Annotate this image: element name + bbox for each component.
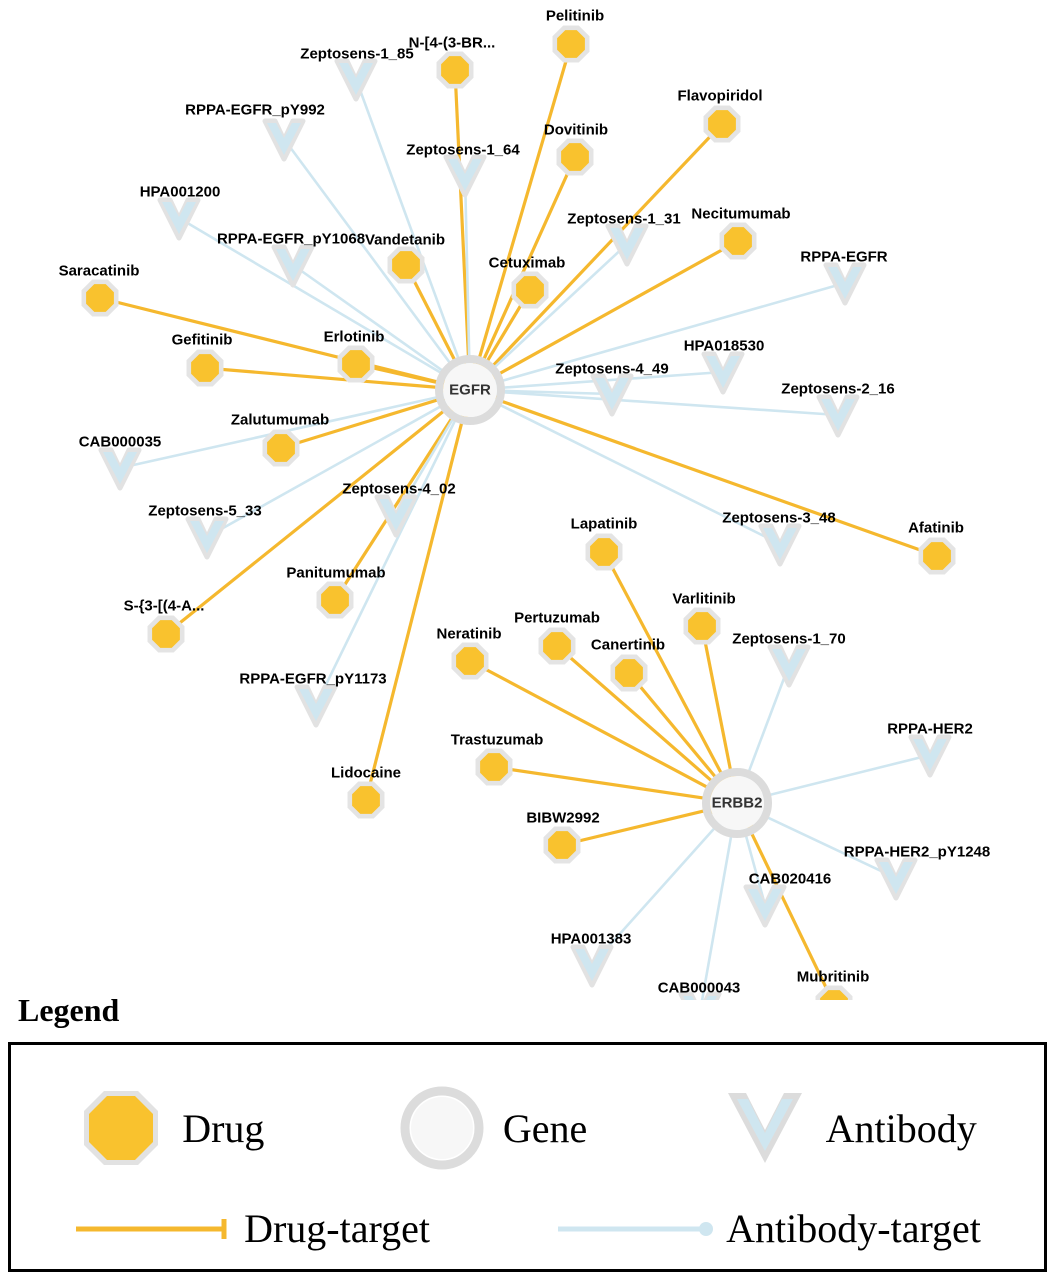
node-label: Zeptosens-1_70 [732,630,846,648]
legend-item-antibody-target [556,1205,981,1252]
drug-node[interactable] [708,110,736,138]
antibody-target-edge-icon [556,1216,716,1242]
node-label: EGFR [449,381,491,399]
node-label: Zeptosens-1_85 [300,45,414,63]
drug-target-edge [335,412,456,600]
node-label: HPA001200 [139,183,221,201]
drug-target-edge [281,398,445,448]
node-label: Zeptosens-4_49 [555,360,669,378]
drug-target-edge [477,44,571,365]
antibody-target-edge [179,218,448,377]
node-label: CAB020416 [748,870,832,888]
drug-node[interactable] [267,434,295,462]
drug-target-edge [488,121,722,371]
node-label: N-[4-(3-BR... [408,34,496,52]
drug-node[interactable] [590,538,618,566]
drug-target-edge [629,673,720,783]
node-layer [82,26,956,1001]
drug-node[interactable] [688,612,716,640]
drug-node[interactable] [191,354,219,382]
drug-node[interactable] [615,659,643,687]
drug-node[interactable] [441,56,469,84]
antibody-node[interactable] [683,996,717,1000]
node-label: CAB000035 [78,433,162,451]
drug-target-edge [702,626,732,777]
node-label: Zeptosens-2_16 [781,380,895,398]
node-label: Mubritinib [796,968,870,986]
legend-label-drug: Drug [182,1105,265,1151]
node-label: S-{3-[(4-A... [123,597,205,615]
drug-node[interactable] [557,30,585,58]
legend-item-gene [399,1085,587,1171]
node-label: Lidocaine [330,764,402,782]
drug-node[interactable] [86,284,114,312]
node-label: Canertinib [590,636,666,654]
drug-target-edge [205,368,444,388]
legend-edge-row [11,1205,1044,1252]
drug-octagon-icon [78,1085,164,1171]
node-label: Pertuzumab [514,609,600,627]
antibody-target-edge [592,822,720,965]
node-label: Vandetanib [364,231,446,249]
node-label: Afatinib [908,519,964,537]
legend-title: Legend [18,992,120,1028]
node-label: Necitumumab [691,205,791,223]
node-label: HPA001383 [550,930,632,948]
drug-target-edge [494,399,937,556]
drug-target-edge [562,809,712,845]
node-label: ERBB2 [711,794,763,812]
drug-node[interactable] [321,586,349,614]
node-label: Zeptosens-1_64 [406,141,520,159]
node-label: RPPA-EGFR_pY992 [185,101,325,119]
legend-label-antibody: Antibody [825,1105,977,1151]
node-label: Dovitinib [543,121,609,139]
drug-node[interactable] [456,647,484,675]
gene-node[interactable] [443,363,497,417]
gene-node[interactable] [710,776,764,830]
node-label: RPPA-HER2_pY1248 [843,843,991,861]
node-label: Cetuximab [488,254,566,272]
node-label: Zeptosens-4_02 [342,480,456,498]
antibody-target-edge [746,665,789,779]
node-label: HPA018530 [683,337,765,355]
antibody-target-edge [762,755,930,797]
antibody-target-edge [761,814,896,878]
legend-item-drug-target [74,1205,430,1252]
drug-node[interactable] [548,831,576,859]
node-label: Flavopiridol [677,87,763,105]
legend-box [8,1042,1047,1272]
node-label: Trastuzumab [450,731,544,749]
node-label: RPPA-HER2 [887,720,973,738]
node-label: Neratinib [436,625,502,643]
drug-node[interactable] [342,350,370,378]
node-label: Pelitinib [545,7,605,25]
node-label: Zalutumumab [230,411,330,429]
drug-node[interactable] [352,786,380,814]
drug-node[interactable] [543,632,571,660]
antibody-target-edge [489,244,627,372]
node-label: Varlitinib [672,590,736,608]
legend-label-gene: Gene [502,1105,588,1151]
node-label: Zeptosens-3_48 [722,509,836,527]
node-label: Saracatinib [58,262,140,280]
drug-node[interactable] [516,276,544,304]
antibody-vee-icon [722,1085,808,1171]
gene-circle-icon [399,1085,485,1171]
legend-shape-row [11,1085,1044,1171]
legend-item-drug [78,1085,264,1171]
legend-item-antibody [722,1085,977,1171]
drug-target-edge-icon [74,1216,234,1242]
node-label: CAB000043 [657,979,741,997]
drug-node[interactable] [923,542,951,570]
node-label: Zeptosens-1_31 [567,210,681,228]
node-label: BIBW2992 [526,809,600,827]
node-label: Lapatinib [570,515,638,533]
antibody-target-edge [496,392,838,415]
node-label: RPPA-EGFR_pY1068 [216,230,366,248]
drug-node[interactable] [724,227,752,255]
node-label: Gefitinib [171,331,233,349]
node-label: Panitumumab [286,564,386,582]
legend-label-antibody-target: Antibody-target [726,1206,981,1251]
drug-node[interactable] [392,251,420,279]
legend-label-drug-target: Drug-target [244,1206,430,1251]
antibody-target-edge [356,79,461,366]
node-label: RPPA-EGFR [800,248,888,266]
antibody-target-edge [493,402,780,544]
drug-node[interactable] [480,753,508,781]
node-label: Zeptosens-5_33 [148,502,262,520]
node-label: Erlotinib [323,328,385,346]
drug-node[interactable] [152,620,180,648]
antibody-target-edge [700,829,732,1000]
drug-node[interactable] [561,143,589,171]
node-label: RPPA-EGFR_pY1173 [239,670,387,688]
